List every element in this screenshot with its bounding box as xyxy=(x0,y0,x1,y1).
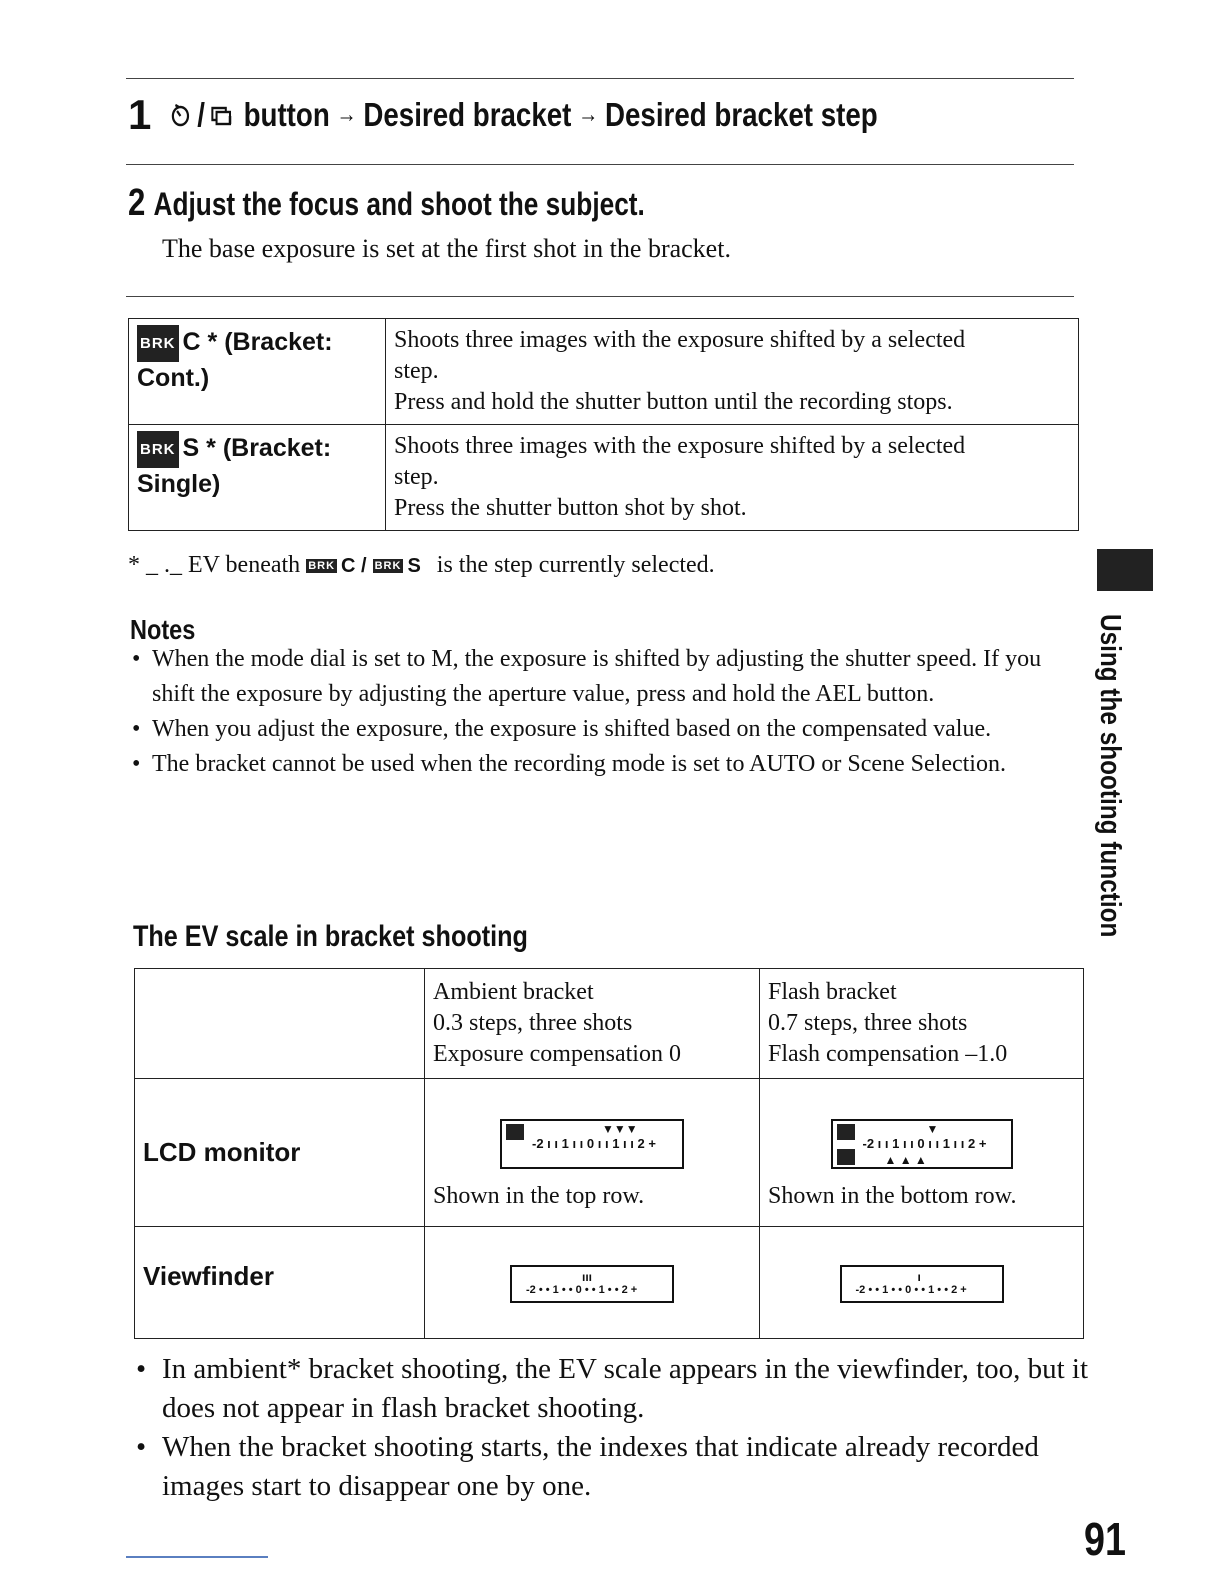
empty-cell xyxy=(135,969,425,1079)
table-row xyxy=(135,1079,1084,1227)
ev-scale-table xyxy=(134,968,1084,1339)
brk-icon: BRK xyxy=(308,560,336,573)
notes-list xyxy=(130,642,1070,782)
brk-icon: BRK xyxy=(137,325,179,362)
section-tab-marker xyxy=(1097,549,1153,591)
arrow-icon: → xyxy=(336,101,358,128)
ev-scale: -2 • • 1 • • 0 • • 1 • • 2 + xyxy=(855,1284,967,1296)
bottom-notes-list xyxy=(134,1350,1094,1506)
bracket-mode-table xyxy=(128,318,1079,531)
ambient-lcd-cell xyxy=(425,1079,760,1227)
self-timer-icon xyxy=(169,101,193,129)
table-row xyxy=(129,425,1079,531)
list-item: • When the bracket shooting starts, the indexes that indicate already recorded images start to disappear one by one. xyxy=(134,1428,1094,1506)
viewfinder-label: Viewfinder xyxy=(135,1227,425,1339)
table-top-rule xyxy=(126,296,1074,297)
lcd-ev-scale-display xyxy=(500,1119,684,1169)
step1-heading: 1 / button → Desired bracket → Desired bracket step xyxy=(128,91,879,138)
step1-number: 1 xyxy=(128,91,152,138)
ambient-lcd-caption: Shown in the top row. xyxy=(433,1183,645,1209)
top-rule xyxy=(126,78,1074,79)
flash-bracket-header: Flash bracket 0.7 steps, three shots Flash compensation –1.0 xyxy=(760,969,1084,1079)
index-marks-icon: ▼ xyxy=(926,1122,939,1136)
step2-number: 2 xyxy=(128,182,146,224)
flash-lcd-cell xyxy=(760,1079,1084,1227)
step1-step-label: Desired bracket step xyxy=(605,96,879,133)
brk-icon: BRK xyxy=(137,431,179,468)
bracket-single-label: BRK S * (Bracket: Single) xyxy=(129,425,386,531)
table-row xyxy=(135,969,1084,1079)
footer-line xyxy=(126,1556,268,1558)
step1-bracket-label: Desired bracket xyxy=(363,96,572,133)
bracket-single-description: Shoots three images with the exposure shifted by a selected step. Press the shutter button shot by shot. xyxy=(386,425,1079,531)
step2-title: Adjust the focus and shoot the subject. xyxy=(153,186,645,222)
notes-title: Notes xyxy=(130,614,196,645)
footnote: * _ ._ EV beneath BRK C / BRK S is the step currently selected. xyxy=(128,552,715,578)
ev-scale: -2 • • 1 • • 0 • • 1 • • 2 + xyxy=(526,1284,638,1296)
ev-section-title: The EV scale in bracket shooting xyxy=(133,920,528,953)
bracket-cont-description: Shoots three images with the exposure shifted by a selected step. Press and hold the shutter button until the recording stops. xyxy=(386,319,1079,425)
flash-comp-icon xyxy=(837,1149,855,1165)
arrow-icon: → xyxy=(578,101,599,128)
ambient-bracket-header: Ambient bracket 0.3 steps, three shots Exposure compensation 0 xyxy=(425,969,760,1079)
list-item: • The bracket cannot be used when the recording mode is set to AUTO or Scene Selection. xyxy=(130,747,1070,782)
flash-lcd-caption: Shown in the bottom row. xyxy=(768,1183,1017,1209)
list-item: • When the mode dial is set to M, the exposure is shifted by adjusting the shutter speed. If you shift the exposure by adjusting the aperture value, press and hold the AEL button. xyxy=(130,642,1070,712)
exposure-comp-icon xyxy=(506,1124,524,1140)
list-item: • When you adjust the exposure, the exposure is shifted based on the compensated value. xyxy=(130,712,1070,747)
continuous-drive-icon xyxy=(210,102,235,128)
bracket-cont-label: BRK C * (Bracket: Cont.) xyxy=(129,319,386,425)
index-marks-icon: ı xyxy=(917,1270,921,1284)
section-side-title: Using the shooting function xyxy=(1094,614,1126,938)
viewfinder-ev-scale-display xyxy=(510,1265,674,1303)
index-marks-icon: ııı xyxy=(582,1270,593,1284)
viewfinder-ev-scale-display xyxy=(840,1265,1004,1303)
lcd-monitor-label: LCD monitor xyxy=(135,1079,425,1227)
table-row xyxy=(129,319,1079,425)
lcd-ev-scale-display xyxy=(831,1119,1013,1169)
step2-heading xyxy=(128,182,645,225)
ev-scale: -2 ı ı 1 ı ı 0 ı ı 1 ı ı 2 + xyxy=(532,1136,656,1151)
step2-description: The base exposure is set at the first shot in the bracket. xyxy=(162,234,731,263)
list-item: • In ambient* bracket shooting, the EV scale appears in the viewfinder, too, but it does not appear in flash bracket shooting. xyxy=(134,1350,1094,1428)
index-marks-icon: ▲ ▲ ▲ xyxy=(884,1153,927,1167)
ev-scale: -2 ı ı 1 ı ı 0 ı ı 1 ı ı 2 + xyxy=(862,1136,987,1151)
exposure-comp-icon xyxy=(837,1124,855,1140)
brk-icon: BRK xyxy=(374,560,402,573)
step1-button-label: button xyxy=(243,96,331,133)
flash-viewfinder-cell xyxy=(760,1227,1084,1339)
step2-rule xyxy=(126,164,1074,165)
ambient-viewfinder-cell xyxy=(425,1227,760,1339)
table-row xyxy=(135,1227,1084,1339)
index-marks-icon: ▼▼▼ xyxy=(602,1122,638,1136)
page-number: 91 xyxy=(1084,1513,1126,1565)
